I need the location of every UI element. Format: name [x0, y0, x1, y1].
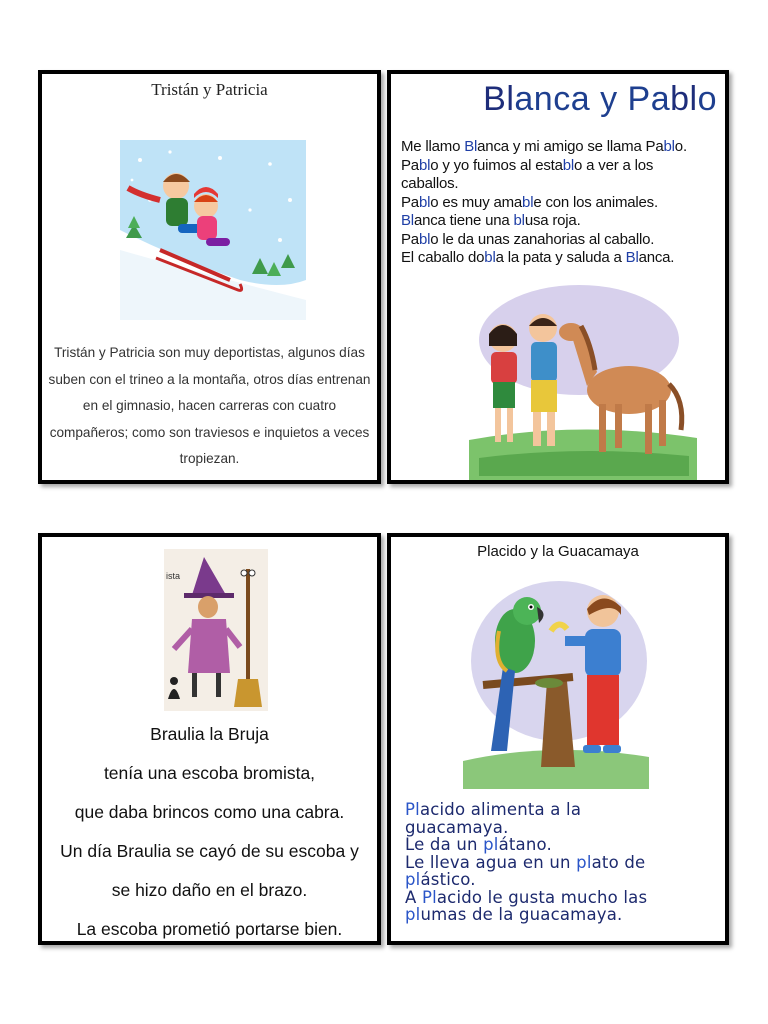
caption-ista: ista — [166, 571, 181, 581]
card-tristan-patricia — [38, 70, 381, 484]
highlight-segment: pl — [405, 870, 421, 889]
highlight-segment: bl — [663, 138, 675, 155]
text-segment: acido alimenta a la — [419, 800, 582, 819]
text-segment: o le da unas zanahorias al caballo. — [430, 230, 655, 248]
text-segment: anca y mi amigo se llama Pa — [477, 138, 664, 155]
highlight-segment: Bl — [401, 212, 414, 229]
story-lines — [401, 138, 721, 268]
card-placido — [387, 533, 729, 945]
text-segment: Le lleva agua en un — [405, 852, 577, 872]
story-line — [405, 871, 721, 889]
story-line — [401, 175, 721, 194]
highlight-segment: bl — [418, 230, 431, 248]
boy-feeding-macaw-illustration — [463, 571, 649, 789]
poem-text — [42, 715, 377, 945]
text-segment: anca. — [638, 249, 675, 266]
card-title: Placido y la Guacamaya — [477, 543, 639, 560]
highlight-segment: Pl — [405, 800, 420, 819]
title-part: anca y Pa — [514, 80, 671, 118]
poem-line: Un día Braulia se cayó de su escoba y — [60, 841, 359, 861]
text-segment: ástico. — [420, 870, 476, 889]
story-line — [405, 906, 721, 924]
story-line — [405, 889, 721, 907]
text-segment: o y yo fuimos al esta — [430, 156, 563, 174]
highlight-segment: Pl — [421, 887, 437, 907]
text-segment: Pa — [401, 230, 419, 248]
children-sledding-illustration — [120, 140, 306, 320]
text-segment: El caballo do — [401, 249, 485, 266]
story-line — [405, 836, 721, 854]
text-segment: guacamaya. — [405, 817, 509, 837]
story-line — [405, 819, 721, 837]
text-segment: umas de la guacamaya. — [420, 905, 623, 924]
highlight-segment: pl — [576, 852, 592, 872]
highlight-segment: Bl — [464, 138, 478, 155]
highlight-segment: pl — [405, 905, 421, 924]
title-part: bl — [670, 80, 698, 118]
text-segment: a la pata y saluda a — [495, 249, 626, 266]
text-segment: o. — [674, 138, 687, 155]
text-segment: o es muy ama — [430, 193, 523, 211]
story-line — [401, 249, 721, 268]
card-braulia — [38, 533, 381, 945]
witch-with-broom-illustration — [164, 549, 268, 711]
highlight-segment: bl — [484, 249, 496, 266]
text-segment: átano. — [498, 835, 552, 854]
poem-line: Braulia la Bruja — [150, 724, 269, 744]
text-segment: caballos. — [401, 175, 459, 192]
highlight-segment: bl — [418, 193, 431, 211]
text-segment: Le da un — [405, 835, 484, 854]
text-segment: usa roja. — [524, 212, 581, 229]
text-segment: A — [405, 887, 422, 907]
card-title — [391, 80, 717, 119]
text-segment: acido le gusta mucho las — [436, 887, 648, 907]
text-segment: Me llamo — [401, 138, 465, 155]
story-lines — [405, 801, 721, 924]
story-line — [401, 231, 721, 250]
highlight-segment: bl — [418, 156, 431, 174]
highlight-segment: pl — [483, 835, 499, 854]
title-part: Bl — [483, 80, 515, 118]
children-with-horse-illustration — [469, 280, 697, 480]
card-title: Tristán y Patricia — [151, 80, 268, 99]
highlight-segment: bl — [522, 193, 534, 211]
text-segment: anca tiene una — [413, 212, 514, 229]
story-line — [405, 854, 721, 872]
story-line — [401, 194, 721, 213]
text-segment: e con los animales. — [533, 193, 658, 211]
poem-line: tenía una escoba bromista, — [103, 763, 316, 783]
poem-line: se hizo daño en el brazo. — [111, 880, 308, 900]
highlight-segment: bl — [562, 156, 575, 174]
story-line — [401, 212, 721, 231]
poem-line: que daba brincos como una cabra. — [74, 802, 345, 822]
title-part: o — [697, 80, 717, 118]
story-line — [405, 801, 721, 819]
story-line — [401, 157, 721, 176]
poem-line: La escoba prometió portarse bien. — [76, 919, 343, 939]
text-segment: Pa — [401, 156, 419, 174]
highlight-segment: Bl — [625, 249, 639, 266]
card-blanca-pablo — [387, 70, 729, 484]
story-line — [401, 138, 721, 157]
highlight-segment: bl — [513, 212, 525, 229]
text-segment: Pa — [401, 193, 419, 211]
text-segment: o a ver a los — [574, 156, 654, 174]
text-segment: ato de — [591, 852, 646, 872]
story-paragraph: Tristán y Patricia son muy deportistas, algunos días suben con el trineo a la montaña, otros días entrenan en el gimnasio, hacen carreras con cuatro compañeros; como son traviesos e inquietos a veces tropiezan. — [48, 345, 371, 466]
